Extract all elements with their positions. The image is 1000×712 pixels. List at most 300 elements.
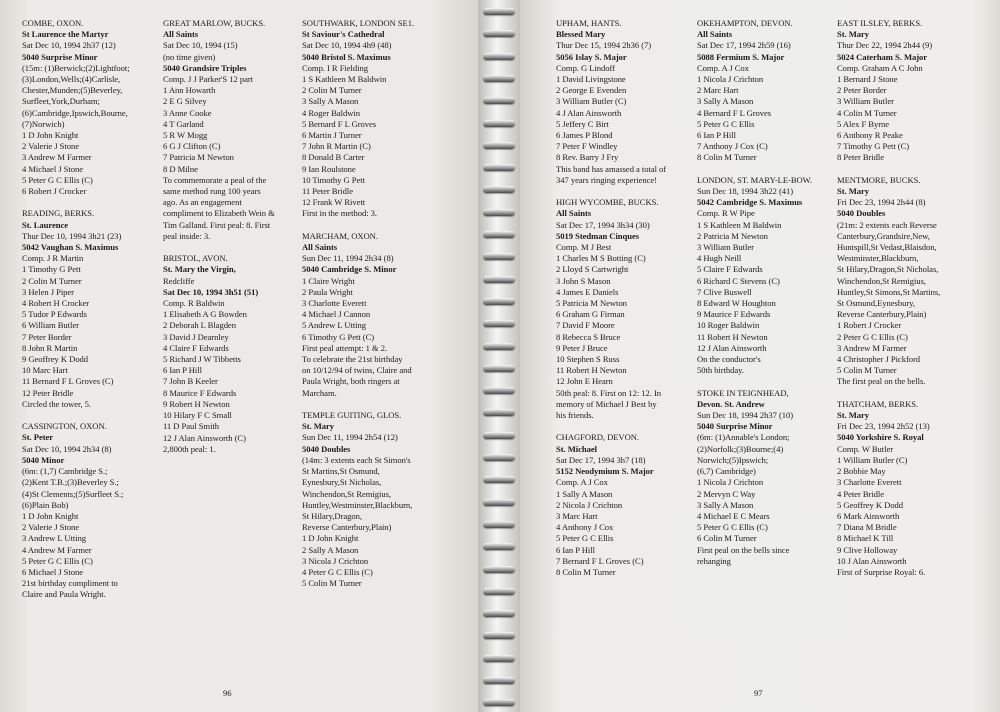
- entry-line: 2 Patricia M Newton: [697, 230, 768, 241]
- entry-line: 2 Valerie J Stone: [22, 522, 79, 533]
- entry-line: Winchendon,St Remigius,: [837, 275, 926, 286]
- entry-line: 5 Tudor P Edwards: [22, 309, 87, 320]
- entry-gap: [22, 410, 156, 421]
- entry-place-heading: LONDON, ST. MARY-LE-BOW.: [697, 174, 813, 185]
- entry-line: 8 John R Martin: [22, 342, 78, 353]
- entry-line: 6 Michael J Stone: [22, 566, 83, 577]
- entry-line: 3 Marc Hart: [556, 510, 598, 521]
- binding-coil: [483, 499, 515, 506]
- entry-line: 2 Peter G C Ellis (C): [837, 331, 908, 342]
- entry-line: 4 Michael J Cannon: [302, 309, 371, 320]
- entry-line: 8 Maurice F Edwards: [163, 387, 237, 398]
- entry-bold-line: 5040 Yorkshire S. Royal: [837, 432, 924, 443]
- binding-coil: [483, 53, 515, 60]
- entry-line: 4 Christopher J Pickford: [837, 354, 921, 365]
- entry-gap: [837, 164, 971, 175]
- entry-line: 4 Colin M Turner: [837, 107, 897, 118]
- binding-coil: [483, 231, 515, 238]
- entry-line: 12 J Alan Ainsworth (C): [163, 432, 246, 443]
- binding-coil: [483, 409, 515, 416]
- entry-line: 1 Charles M S Botting (C): [556, 253, 646, 264]
- entry-bold-line: St. Mary the Virgin,: [163, 264, 236, 275]
- entry-line: 1 Bernard J Stone: [837, 74, 898, 85]
- spiral-binding: [478, 0, 520, 712]
- right-page: [520, 0, 1000, 712]
- entry-line: 8 D Milne: [163, 163, 198, 174]
- entry-line: Reverse Canterbury,Plain): [837, 309, 927, 320]
- right-column-2: [697, 18, 831, 567]
- right-column-3: [837, 18, 971, 578]
- entry-place-heading: OKEHAMPTON, DEVON.: [697, 18, 793, 28]
- entry-line: 6 G J Clifton (C): [163, 141, 221, 152]
- entry-line: 7 Peter Border: [22, 331, 72, 342]
- page-number-left: 96: [223, 688, 232, 698]
- entry-line: 11 Bernard F L Groves (C): [22, 376, 114, 387]
- entry-bold-line: 5088 Fermium S. Major: [697, 51, 785, 62]
- entry-line: 3 Anne Cooke: [163, 107, 212, 118]
- entry-line: (6m: (1,7) Cambridge S.;: [22, 466, 108, 477]
- entry-bold-line: 5040 Surprise Minor: [22, 51, 98, 62]
- entry-line: 3 Charlotte Everett: [837, 477, 902, 488]
- entry-place-heading: BRISTOL, AVON.: [163, 253, 228, 264]
- entry-gap: [697, 164, 831, 175]
- entry-line: 5 Geoffrey K Dodd: [837, 499, 904, 510]
- entry-bold-line: Sat Dec 10, 1994 3h51 (51): [163, 286, 259, 297]
- entry-bold-line: St. Peter: [22, 432, 54, 443]
- entry-line: (6,7) Cambridge): [697, 466, 756, 477]
- entry-line: 5 Peter G C Ellis: [556, 533, 614, 544]
- entry-line: 6 Timothy G Pett (C): [302, 331, 375, 342]
- entry-line: rehanging: [697, 555, 731, 566]
- entry-line: 1 Timothy G Pett: [22, 264, 81, 275]
- entry-bold-line: 5024 Caterham S. Major: [837, 51, 928, 62]
- entry-bold-line: St. Michael: [556, 443, 597, 454]
- entry-line: Thur Dec 10, 1994 3h21 (23): [22, 230, 122, 241]
- entry-bold-line: 5042 Cambridge S. Maximus: [697, 197, 803, 208]
- entry-bold-line: St. Mary: [837, 410, 870, 421]
- entry-bold-line: 5040 Cambridge S. Minor: [302, 264, 397, 275]
- entry-line: Comp. Graham A C John: [837, 62, 923, 73]
- entry-line: 5 Peter G C Ellis: [697, 118, 755, 129]
- entry-line: 5 Bernard F L Groves: [302, 118, 377, 129]
- entry-line: 7 John R Martin (C): [302, 141, 371, 152]
- page-number-right: 97: [754, 688, 763, 698]
- binding-coil: [483, 186, 515, 193]
- entry-line: Chester,Munden;(5)Beverley,: [22, 85, 123, 96]
- entry-line: Comp. R Baldwin: [163, 298, 225, 309]
- entry-line: 1 David Livingstone: [556, 74, 626, 85]
- entry-line: 1 Sally A Mason: [556, 488, 613, 499]
- entry-line: 5 Andrew L Utting: [302, 320, 366, 331]
- entry-line: 3 David J Dearnley: [163, 331, 229, 342]
- entry-line: 2 George E Evenden: [556, 85, 627, 96]
- entry-line: 5 Colin M Turner: [302, 578, 362, 589]
- entry-bold-line: Blessed Mary: [556, 29, 606, 40]
- entry-line: 2 Nicola J Crichton: [556, 499, 623, 510]
- entry-line: 5 Jeffery C Birt: [556, 118, 609, 129]
- binding-coil: [483, 209, 515, 216]
- entry-bold-line: 5019 Stedman Cinques: [556, 230, 640, 241]
- entry-line: 12 J Alan Ainsworth: [697, 342, 767, 353]
- binding-coil: [483, 677, 515, 684]
- binding-coil: [483, 164, 515, 171]
- entry-line: Claire and Paula Wright.: [22, 589, 106, 600]
- entry-bold-line: 5042 Vaughan S. Maximus: [22, 242, 119, 253]
- entry-bold-line: 5040 Grandsire Triples: [163, 62, 247, 73]
- entry-line: 9 Robert H Newton: [163, 398, 230, 409]
- entry-line: ago. As an engagement: [163, 197, 242, 208]
- entry-line: 8 Rebecca S Bruce: [556, 331, 621, 342]
- entry-line: Comp. A J Cox: [556, 477, 608, 488]
- entry-line: Thur Dec 22, 1994 2h44 (9): [837, 40, 933, 51]
- entry-line: Fri Dec 23, 1994 2h52 (13): [837, 421, 930, 432]
- entry-line: Comp. J J Parker'S 12 part: [163, 74, 254, 85]
- entry-line: 3 John S Mason: [556, 275, 611, 286]
- entry-line: 3 Andrew L Utting: [22, 533, 86, 544]
- entry-line: 8 Michael K Till: [837, 533, 894, 544]
- entry-line: 3 Sally A Mason: [697, 96, 754, 107]
- binding-coil: [483, 8, 515, 15]
- entry-line: 6 Ian P Hill: [556, 544, 595, 555]
- entry-line: 8 Edward W Houghton: [697, 298, 776, 309]
- entry-line: 2 Paula Wright: [302, 286, 353, 297]
- entry-line: Fri Dec 23, 1994 2h44 (8): [837, 197, 926, 208]
- binding-coil: [483, 632, 515, 639]
- entry-place-heading: STOKE IN TEIGNHEAD,: [697, 387, 789, 398]
- entry-place-heading: GREAT MARLOW, BUCKS.: [163, 18, 266, 28]
- entry-line: Sun Dec 11, 1994 2h34 (8): [302, 253, 394, 264]
- entry-line: Sat Dec 17, 1994 2h59 (16): [697, 40, 791, 51]
- entry-line: 6 Colin M Turner: [697, 533, 757, 544]
- entry-gap: [837, 388, 971, 399]
- entry-line: 2 Lloyd S Cartwright: [556, 264, 629, 275]
- entry-line: 10 Roger Baldwin: [697, 320, 760, 331]
- entry-line: 3 Sally A Mason: [302, 96, 359, 107]
- entry-line: 1 Nicola J Crichton: [697, 477, 764, 488]
- entry-line: St Osmund,Eynesbury,: [837, 298, 915, 309]
- entry-line: 6 James P Blond: [556, 130, 613, 141]
- entry-line: 11 D Paul Smith: [163, 421, 219, 432]
- entry-line: Comp. R W Pipe: [697, 208, 755, 219]
- entry-line: 1 D John Knight: [302, 533, 359, 544]
- entry-line: 4 Peter Bridle: [837, 488, 885, 499]
- entry-line: 11 Robert H Newton: [697, 331, 768, 342]
- entry-line: (7)Norwich): [22, 118, 65, 129]
- entry-line: 5 Peter G C Ellis (C): [697, 522, 768, 533]
- entry-line: Winchendon,St Remigius,: [302, 488, 391, 499]
- entry-line: 2 E G Silvey: [163, 96, 207, 107]
- entry-line: 5 Peter G C Ellis (C): [22, 174, 93, 185]
- entry-line: 12 Peter Bridle: [22, 387, 74, 398]
- entry-line: 6 Anthony R Peake: [837, 130, 903, 141]
- entry-gap: [22, 197, 156, 208]
- entry-line: 4 Michael E C Mears: [697, 510, 770, 521]
- entry-line: Sat Dec 17, 1994 3h7 (18): [556, 454, 646, 465]
- entry-line: 5 Colin M Turner: [837, 365, 897, 376]
- entry-bold-line: 5152 Neodymium S. Major: [556, 466, 654, 477]
- entry-line: 4 Roger Baldwin: [302, 107, 360, 118]
- entry-line: 1 S Kathleen M Baldwin: [302, 74, 387, 85]
- binding-coil: [483, 142, 515, 149]
- binding-coil: [483, 454, 515, 461]
- entry-line: Huntspill,St Vedast,Blaisdon,: [837, 242, 937, 253]
- entry-line: Sat Dec 17, 1994 3h34 (30): [556, 219, 650, 230]
- entry-line: 7 Clive Buswell: [697, 286, 752, 297]
- entry-gap: [163, 242, 297, 253]
- entry-line: Huntley,Westminster,Blackburn,: [302, 499, 413, 510]
- entry-line: 12 Frank W Rivett: [302, 197, 366, 208]
- binding-coil: [483, 253, 515, 260]
- binding-coil: [483, 543, 515, 550]
- entry-line: 4 James E Daniels: [556, 286, 619, 297]
- entry-line: Comp. I R Fielding: [302, 62, 368, 73]
- binding-coil: [483, 610, 515, 617]
- entry-line: 4 Robert H Crocker: [22, 298, 90, 309]
- entry-line: 9 Clive Holloway: [837, 544, 898, 555]
- entry-place-heading: HIGH WYCOMBE, BUCKS.: [556, 197, 659, 208]
- entry-line: Comp. A J Cox: [697, 62, 749, 73]
- entry-line: (6)Plain Bob): [22, 499, 69, 510]
- binding-coil: [483, 655, 515, 662]
- entry-bold-line: 5040 Doubles: [837, 208, 886, 219]
- entry-line: St Martins,St Osmund,: [302, 466, 380, 477]
- entry-bold-line: St Saviour's Cathedral: [302, 29, 385, 40]
- entry-line: on 10/12/94 of twins, Claire and: [302, 365, 412, 376]
- entry-line: 1 Claire Wright: [302, 275, 355, 286]
- entry-line: (2)Norfolk;(3)Bourne;(4): [697, 443, 784, 454]
- entry-gap: [556, 186, 690, 197]
- entry-line: 5 R W Mogg: [163, 130, 208, 141]
- entry-bold-line: All Saints: [302, 242, 338, 253]
- entry-line: First in the method: 3.: [302, 208, 377, 219]
- entry-place-heading: CHAGFORD, DEVON.: [556, 432, 639, 443]
- entry-line: 21st birthday compliment to: [22, 578, 118, 589]
- entry-bold-line: St. Mary: [837, 29, 870, 40]
- entry-line: 2 Deborah L Blagden: [163, 320, 236, 331]
- entry-gap: [556, 421, 690, 432]
- entry-line: 4 Bernard F L Groves: [697, 107, 772, 118]
- entry-line: 1 Nicola J Crichton: [697, 74, 764, 85]
- entry-line: 2 Marc Hart: [697, 85, 739, 96]
- binding-coil: [483, 276, 515, 283]
- entry-line: Thur Dec 15, 1994 2h36 (7): [556, 40, 652, 51]
- entry-line: St Hilary,Dragon,St Nicholas,: [837, 264, 939, 275]
- entry-line: 10 J Alan Ainsworth: [837, 555, 907, 566]
- entry-line: 3 William Butler: [697, 242, 754, 253]
- entry-line: 5 Richard J W Tibbetts: [163, 354, 241, 365]
- entry-line: 7 Anthony J Cox (C): [697, 141, 768, 152]
- entry-line: 1 Robert J Crocker: [837, 320, 902, 331]
- entry-line: Sat Dec 10, 1994 (15): [163, 40, 238, 51]
- entry-line: 8 Colin M Turner: [556, 566, 616, 577]
- binding-coil: [483, 120, 515, 127]
- entry-line: 1 William Butler (C): [837, 454, 908, 465]
- entry-line: 6 Richard C Stevens (C): [697, 275, 780, 286]
- left-column-2: [163, 18, 297, 455]
- entry-place-heading: READING, BERKS.: [22, 208, 95, 219]
- entry-line: 50th peal: 8. First on 12: 12. In: [556, 387, 662, 398]
- entry-line: 4 J Alan Ainsworth: [556, 107, 622, 118]
- entry-line: To celebrate the 21st birthday: [302, 354, 403, 365]
- binding-coil: [483, 699, 515, 706]
- entry-line: (3)London,Wells;(4)Carlisle,: [22, 74, 121, 85]
- binding-coil: [483, 387, 515, 394]
- entry-line: (no time given): [163, 51, 216, 62]
- entry-line: First peal attempt: 1 & 2.: [302, 342, 388, 353]
- entry-bold-line: All Saints: [556, 208, 592, 219]
- entry-line: 1 Elisabeth A G Bowden: [163, 309, 247, 320]
- entry-line: 3 William Butler (C): [556, 96, 627, 107]
- entry-line: 50th birthday.: [697, 365, 744, 376]
- binding-coil: [483, 30, 515, 37]
- entry-place-heading: MARCHAM, OXON.: [302, 230, 378, 241]
- entry-place-heading: UPHAM, HANTS.: [556, 18, 622, 28]
- entry-bold-line: 5040 Bristol S. Maximus: [302, 51, 391, 62]
- entry-line: 10 Stephen S Russ: [556, 354, 620, 365]
- entry-place-heading: CASSINGTON, OXON.: [22, 421, 107, 432]
- entry-line: 9 Maurice F Edwards: [697, 309, 771, 320]
- entry-line: 10 Hilary F C Small: [163, 410, 232, 421]
- entry-line: Reverse Canterbury,Plain): [302, 522, 392, 533]
- entry-line: 1 Ann Howarth: [163, 85, 216, 96]
- entry-line: 3 William Butler: [837, 96, 894, 107]
- entry-line: 9 Peter J Bruce: [556, 342, 608, 353]
- entry-line: 3 Nicola J Crichton: [302, 555, 369, 566]
- entry-line: First of Surprise Royal: 6.: [837, 566, 926, 577]
- entry-line: 4 Michael J Stone: [22, 163, 83, 174]
- entry-line: 2 Colin M Turner: [22, 275, 82, 286]
- entry-line: 4 Peter G C Ellis (C): [302, 566, 373, 577]
- entry-line: 4 Claire F Edwards: [163, 342, 229, 353]
- binding-coil: [483, 521, 515, 528]
- entry-line: Comp. W Butler: [837, 443, 894, 454]
- entry-bold-line: All Saints: [163, 29, 199, 40]
- entry-bold-line: All Saints: [697, 29, 733, 40]
- entry-line: 7 John B Keeler: [163, 376, 218, 387]
- entry-line: 8 Colin M Turner: [697, 152, 757, 163]
- entry-line: 8 Peter Bridle: [837, 152, 885, 163]
- entry-line: 11 Robert H Newton: [556, 365, 627, 376]
- entry-line: 1 D John Knight: [22, 130, 79, 141]
- entry-line: Redcliffe: [163, 275, 195, 286]
- entry-line: 9 Ian Roulstone: [302, 163, 356, 174]
- entry-line: (21m: 2 extents each Reverse: [837, 219, 937, 230]
- entry-line: Marcham.: [302, 387, 337, 398]
- entry-line: 1 S Kathleen M Baldwin: [697, 219, 782, 230]
- entry-line: 2 Bobbie May: [837, 466, 886, 477]
- entry-line: (15m: (1)Berwick;(2)Lightfoot;: [22, 62, 130, 73]
- entry-line: Sat Dec 10, 1994 2h34 (8): [22, 443, 112, 454]
- entry-bold-line: St Laurence the Martyr: [22, 29, 109, 40]
- entry-line: 3 Andrew M Farmer: [22, 152, 92, 163]
- entry-place-heading: EAST ILSLEY, BERKS.: [837, 18, 923, 28]
- binding-coil: [483, 365, 515, 372]
- entry-line: compliment to Elizabeth Wein &: [163, 208, 275, 219]
- entry-line: 4 Anthony J Cox: [556, 522, 614, 533]
- entry-gap: [697, 376, 831, 387]
- binding-coil: [483, 298, 515, 305]
- binding-coil: [483, 97, 515, 104]
- entry-line: memory of Michael J Best by: [556, 398, 657, 409]
- entry-line: 8 Donald B Carter: [302, 152, 365, 163]
- entry-line: Sun Dec 18, 1994 2h37 (10): [697, 410, 794, 421]
- entry-line: Surfleet,York,Durham;: [22, 96, 100, 107]
- entry-line: 4 Andrew M Farmer: [22, 544, 92, 555]
- entry-line: (2)Kent T.B.;(3)Beverley S.;: [22, 477, 119, 488]
- entry-line: Comp. M J Best: [556, 242, 612, 253]
- entry-line: Circled the tower, 5.: [22, 398, 92, 409]
- entry-line: St Hilary,Dragon,: [302, 510, 362, 521]
- entry-line: 7 Diana M Bridle: [837, 522, 897, 533]
- entry-bold-line: St. Mary: [302, 421, 335, 432]
- binding-coil: [483, 320, 515, 327]
- entry-place-heading: SOUTHWARK, LONDON SE1.: [302, 18, 415, 28]
- entry-line: 6 Ian P Hill: [697, 130, 736, 141]
- entry-line: (4)St Clements;(5)Surfleet S.;: [22, 488, 124, 499]
- entry-line: 2 Peter Border: [837, 85, 887, 96]
- entry-line: 6 Ian P Hill: [163, 365, 202, 376]
- entry-line: Comp. G Lindoff: [556, 62, 616, 73]
- entry-line: 8 Rev. Barry J Fry: [556, 152, 619, 163]
- entry-line: (14m: 3 extents each St Simon's: [302, 454, 411, 465]
- entry-line: Norwich;(5)Ipswich;: [697, 454, 769, 465]
- right-column-1: [556, 18, 690, 578]
- entry-line: Westminster,Blackburn,: [837, 253, 919, 264]
- left-column-1: [22, 18, 156, 601]
- entry-line: 3 Charlotte Everett: [302, 298, 367, 309]
- entry-line: 347 years ringing experience!: [556, 174, 657, 185]
- entry-line: 2,800th peal: 1.: [163, 443, 216, 454]
- entry-line: 7 Timothy G Pett (C): [837, 141, 910, 152]
- entry-place-heading: MENTMORE, BUCKS.: [837, 174, 921, 185]
- entry-line: same method rung 100 years: [163, 186, 261, 197]
- entry-line: 6 Robert J Crocker: [22, 186, 87, 197]
- entry-line: This band has amassed a total of: [556, 163, 667, 174]
- entry-line: 7 Peter F Windley: [556, 141, 618, 152]
- entry-bold-line: St. Mary: [837, 186, 870, 197]
- entry-line: his friends.: [556, 410, 594, 421]
- entry-line: 2 Mervyn C Way: [697, 488, 756, 499]
- entry-place-heading: TEMPLE GUITING, GLOS.: [302, 410, 402, 421]
- entry-line: 5 Patricia M Newton: [556, 298, 627, 309]
- entry-line: 5 Alex F Byrne: [837, 118, 890, 129]
- entry-line: 12 John E Hearn: [556, 376, 613, 387]
- entry-line: 6 Mark Ainsworth: [837, 510, 900, 521]
- entry-gap: [302, 220, 436, 231]
- entry-line: Canterbury,Grandsire,New,: [837, 230, 930, 241]
- entry-line: Sun Dec 11, 1994 2h54 (12): [302, 432, 398, 443]
- binding-coil: [483, 343, 515, 350]
- entry-line: 6 Graham G Firman: [556, 309, 625, 320]
- entry-line: peal inside: 3.: [163, 230, 211, 241]
- entry-line: Paula Wright, both ringers at: [302, 376, 400, 387]
- entry-line: Eynesbury,St Nicholas,: [302, 477, 382, 488]
- left-page: [0, 0, 478, 712]
- entry-line: 3 Helen J Piper: [22, 286, 74, 297]
- entry-place-heading: THATCHAM, BERKS.: [837, 398, 919, 409]
- entry-line: The first peal on the bells.: [837, 376, 926, 387]
- entry-line: 7 David F Moore: [556, 320, 615, 331]
- entry-line: On the conductor's: [697, 354, 761, 365]
- binding-coil: [483, 432, 515, 439]
- binding-coil: [483, 566, 515, 573]
- entry-line: 1 D John Knight: [22, 510, 79, 521]
- entry-line: Tim Galland. First peal: 8. First: [163, 219, 271, 230]
- entry-bold-line: 5056 Islay S. Major: [556, 51, 627, 62]
- entry-line: 10 Marc Hart: [22, 365, 68, 376]
- entry-bold-line: Devon. St. Andrew: [697, 398, 765, 409]
- entry-line: 3 Sally A Mason: [697, 499, 754, 510]
